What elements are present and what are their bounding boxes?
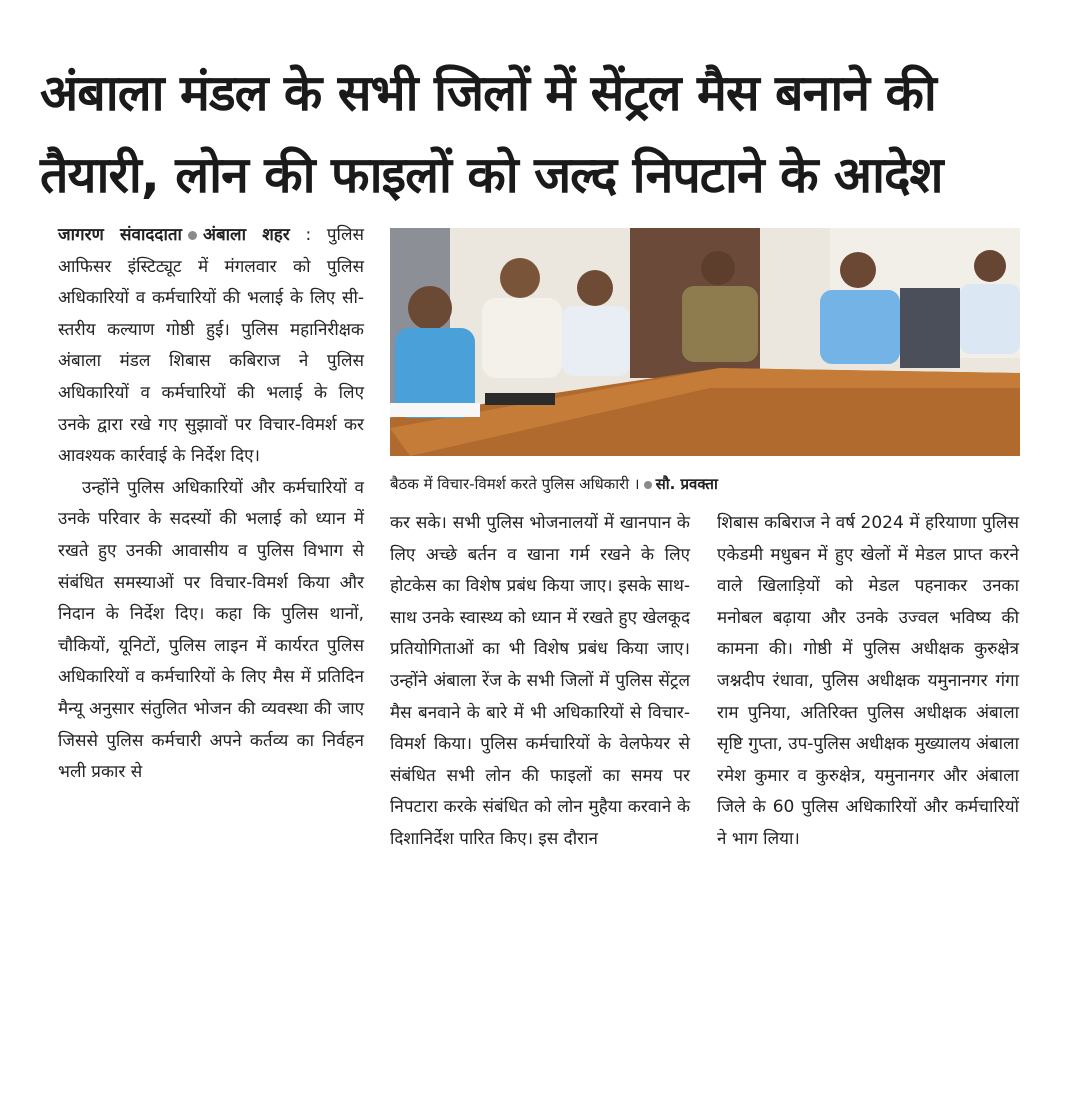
- paragraph-2: उन्होंने पुलिस अधिकारियों और कर्मचारियों व उनके परिवार के सदस्यों की भलाई को ध्यान में रखते हुए उनकी आवासीय व पुलिस विभाग से संबंधित समस्याओं पर विचार-विमर्श किया और निदान के निर्देश दिए। कहा कि पुलिस थानों, चौकियों, यूनिटों, पुलिस लाइन में कार्यरत पुलिस अधिकारियों व कर्मचारियों के लिए मैस में प्रतिदिन मैन्यू अनुसार संतुलित भोजन की व्यवस्था की जाए जिससे पुलिस कर्मचारी अपने कर्तव्य का निर्वहन भली प्रकार से: [58, 477, 364, 783]
- meeting-photo-illustration: [390, 228, 1020, 456]
- bullet-dot-icon: [188, 231, 197, 240]
- photo-credit: सौ. प्रवक्ता: [655, 475, 718, 493]
- bullet-dot-icon: [644, 481, 652, 489]
- meeting-photo: [390, 228, 1020, 456]
- paragraph-3: कर सके। सभी पुलिस भोजनालयों में खानपान के लिए अच्छे बर्तन व खाना गर्म रखने के लिए होटकेस का विशेष प्रबंध किया जाए। इसके साथ-साथ उनके स्वास्थ्य को ध्यान में रखते हुए खेलकूद प्रतियोगिताओं का भी विशेष प्रबंध किया जाए। उन्होंने अंबाला रेंज के सभी जिलों में पुलिस सेंट्रल मैस बनवाने के बारे में भी अधिकारियों से विचार-विमर्श किया। पुलिस कर्मचारियों के वेलफेयर से संबंधित सभी लोन की फाइलों का समय पर निपटारा करके संबंधित को लोन मुहैया करवाने के दिशानिर्देश पारित किए। इस दौरान: [390, 513, 690, 849]
- article-lead-paragraph: [58, 220, 364, 473]
- article-column-3: [717, 508, 1019, 856]
- byline-location: अंबाला शहर: [202, 225, 290, 245]
- paragraph-4: शिबास कबिराज ने वर्ष 2024 में हरियाणा पुलिस एकेडमी मधुबन में हुए खेलों में मेडल प्राप्त करने वाले खिलाड़ियों को मेडल पहनाकर उनका मनोबल बढ़ाया और उनके उज्वल भविष्य की कामना की। गोष्ठी में पुलिस अधीक्षक कुरुक्षेत्र जश्नदीप रंधावा, पुलिस अधीक्षक यमुनानगर गंगा राम पुनिया, अतिरिक्त पुलिस अधीक्षक अंबाला सृष्टि गुप्ता, उप-पुलिस अधीक्षक मुख्यालय अंबाला रमेश कुमार व कुरुक्षेत्र, यमुनानगर और अंबाला जिले के 60 पुलिस अधिकारियों और कर्मचारियों ने भाग लिया।: [717, 513, 1019, 849]
- headline-line-1: अंबाला मंडल के सभी जिलों में सेंट्रल मैस बनाने की: [40, 64, 936, 122]
- byline-reporter: जागरण संवाददाता: [58, 225, 182, 245]
- headline: [40, 52, 1040, 216]
- photo-caption: [390, 472, 1020, 496]
- article-column-1: [58, 220, 364, 789]
- photo-caption-text: बैठक में विचार-विमर्श करते पुलिस अधिकारी ।: [390, 475, 640, 493]
- article-column-2: [390, 508, 690, 856]
- paragraph-1: : पुलिस आफिसर इंस्टिट्यूट में मंगलवार को पुलिस अधिकारियों व कर्मचारियों की भलाई के लिए सी-स्तरीय कल्याण गोष्ठी हुई। पुलिस महानिरीक्षक अंबाला मंडल शिबास कबिराज ने पुलिस अधिकारियों व कर्मचारियों की भलाई के लिए उनके द्वारा रखे गए सुझावों पर विचार-विमर्श कर आवश्यक कार्रवाई के निर्देश दिए।: [58, 225, 364, 467]
- headline-line-2: तैयारी, लोन की फाइलों को जल्द निपटाने के आदेश: [40, 146, 943, 204]
